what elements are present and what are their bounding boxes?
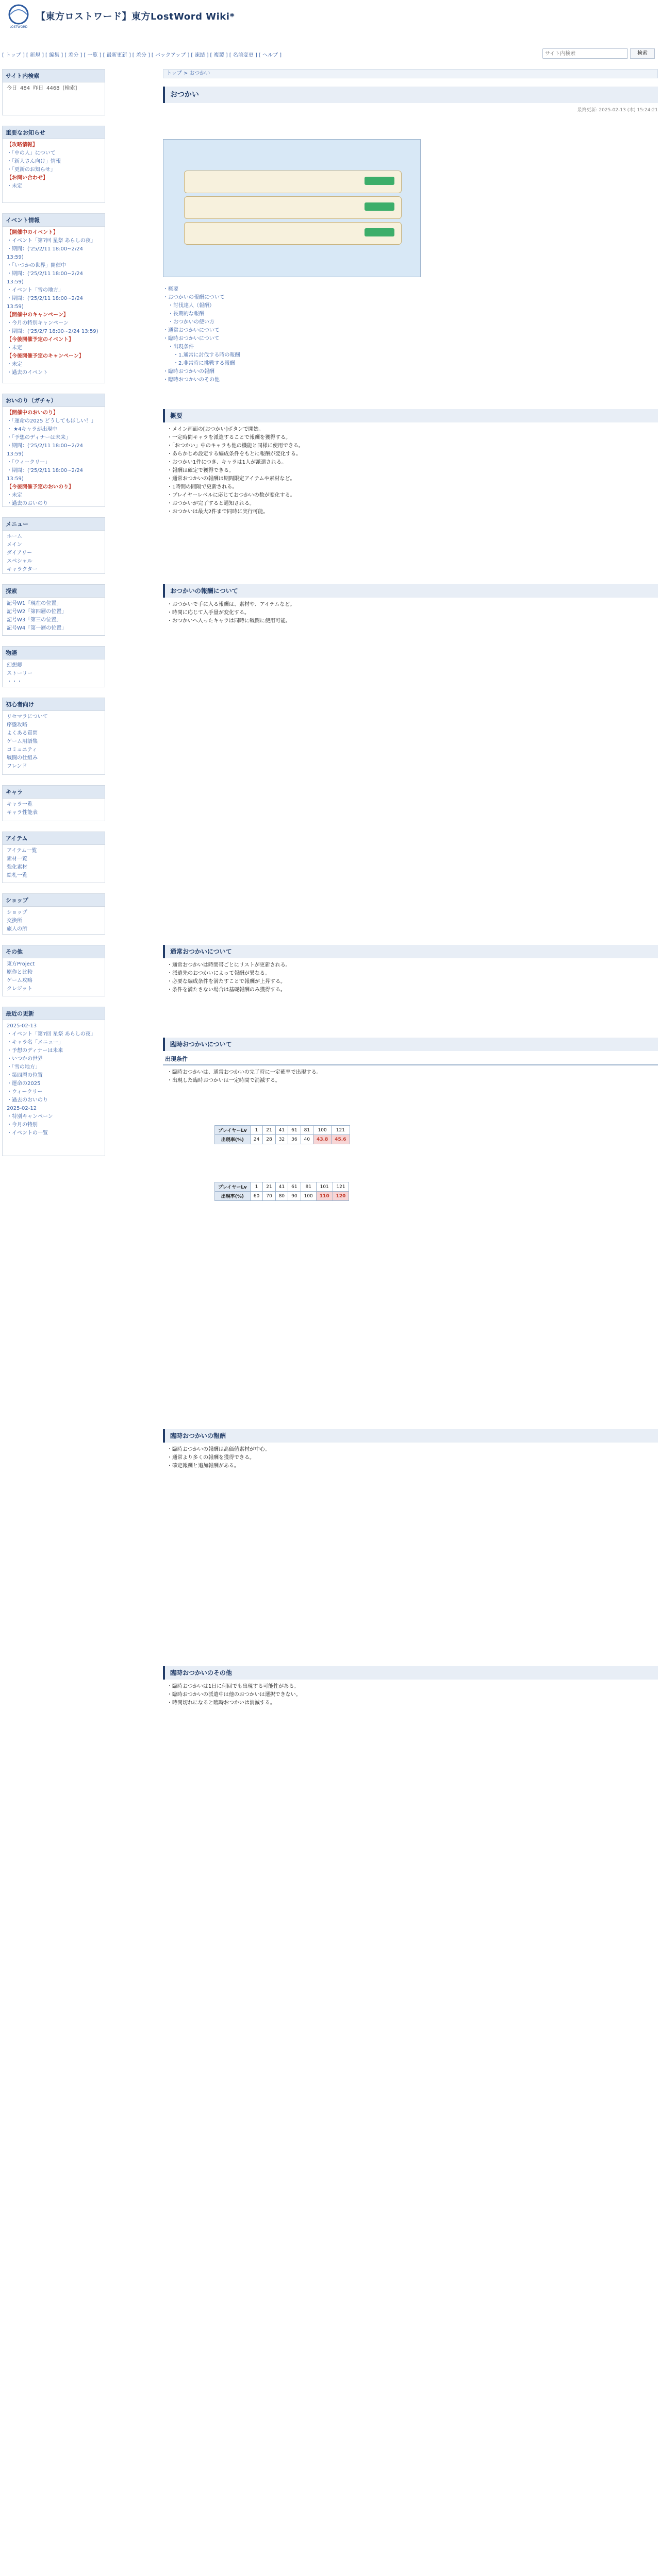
table-cell: 100 [313, 1126, 332, 1135]
table-cell: 28 [263, 1135, 275, 1144]
sidebar-link[interactable]: ・第四層の位置 [7, 1073, 43, 1078]
sidebar-body [3, 845, 105, 882]
table-row [215, 1192, 349, 1201]
toc-link[interactable]: ・おつかいの使い方 [163, 319, 214, 325]
topnav-link[interactable]: [ 最新更新 ] [103, 53, 131, 58]
section-overview: 概要 [163, 409, 658, 422]
sidebar-link[interactable]: ・ウィークリー [7, 1089, 43, 1095]
site-title[interactable]: 【東方ロストワード】東方LostWord Wiki* [36, 11, 235, 22]
text-line: ・時間に応じて入手量が変化する。 [167, 610, 250, 616]
text-line: ・おつかいは最大2件まで同時に実行可能。 [167, 509, 269, 515]
sidebar-link[interactable]: ・「いつかの世界」開催中 [7, 263, 66, 268]
topnav-link[interactable]: [ ヘルプ ] [258, 53, 282, 58]
table-cell: 32 [275, 1135, 288, 1144]
table-cell: 110 [316, 1192, 333, 1201]
sidebar-link[interactable]: ・「新人さん向け」情報 [7, 159, 61, 164]
sidebar-link[interactable]: ・未定 [7, 493, 22, 498]
sidebar-link[interactable]: ・今月の特別キャンペーン [7, 320, 69, 326]
sidebar-link[interactable]: ホーム [7, 534, 22, 539]
text-line: ・派遣先のおつかいによって報酬が異なる。 [167, 971, 270, 976]
text-line: ・おつかいで手に入る報酬は、素材や、アイテムなど。 [167, 602, 295, 607]
text-line: ・確定報酬と追加報酬がある。 [167, 1463, 239, 1469]
table-cell: 43.8 [313, 1135, 332, 1144]
sidebar-link[interactable]: よくある質問 [7, 731, 38, 736]
section-reward: おつかいの報酬について [163, 584, 658, 598]
sidebar-body [3, 711, 105, 773]
text-line: ・通常より多くの報酬を獲得できる。 [167, 1455, 255, 1461]
sidebar-link[interactable]: コミュニティ [7, 747, 37, 753]
sidebar-heading: 初心者向け [3, 698, 105, 711]
sidebar-block-recent [2, 1007, 105, 1156]
section-special-other: 臨時おつかいのその他 [163, 1666, 658, 1680]
sidebar-link[interactable]: 記号W4「第一層の位置」 [7, 625, 67, 631]
toc-link[interactable]: ・討伐達人（報酬） [163, 303, 214, 309]
text-line: ・1時間の間隔で更新される。 [167, 484, 238, 490]
sidebar-link[interactable]: ・ ★4キャラが出現中 [7, 427, 58, 432]
toc-link[interactable]: ・臨時おつかいの報酬 [163, 369, 214, 375]
text-line: ・「おつかい」中のキャラも他の機能と同様に使用できる。 [167, 443, 304, 449]
counter-today: 484 [20, 86, 30, 91]
table-cell: 36 [288, 1135, 301, 1144]
sidebar-link[interactable]: クレジット [7, 986, 32, 992]
sidebar-heading: おいのり（ガチャ） [3, 394, 105, 407]
sidebar-link[interactable]: ゲーム用語集 [7, 739, 38, 744]
sidebar-block-others [2, 945, 105, 996]
text-line: ・必要な編成条件を満たすことで報酬が上昇する。 [167, 979, 286, 985]
table-cell: 61 [288, 1182, 301, 1192]
sidebar-heading: 物語 [3, 647, 105, 659]
text-line: ・出現した臨時おつかいは一定時間で消滅する。 [167, 1078, 280, 1083]
topnav-link[interactable]: [ 凍結 ] [191, 53, 209, 58]
text-line: ・おつかい1件につき、キャラは1人が派遣される。 [167, 460, 287, 465]
overview-text [167, 426, 652, 516]
sidebar-link[interactable]: ストーリー [7, 671, 32, 676]
subsection-condition: 出現条件 [163, 1054, 658, 1065]
sidebar-link[interactable]: ・「予想のディナーは未来」 [7, 435, 71, 440]
sidebar-link[interactable]: ・「ウィークリー」 [7, 460, 51, 465]
rate-table-1 [214, 1125, 350, 1144]
table-cell: 1 [250, 1126, 262, 1135]
topnav-link[interactable]: [ 複製 ] [210, 53, 228, 58]
sidebar-link[interactable]: 2025-02-12 [7, 1106, 37, 1111]
breadcrumb[interactable]: トップ > おつかい [163, 69, 658, 78]
table-cell: 40 [301, 1135, 313, 1144]
counter-extra: [検索] [62, 86, 77, 91]
last-updated: 最終更新: 2025-02-13 (木) 15:24:21 [577, 108, 658, 113]
text-line: ・おつかいが完了すると通知される。 [167, 501, 255, 506]
sidebar-heading: メニュー [3, 518, 105, 531]
table-cell: 61 [288, 1126, 301, 1135]
sidebar-link[interactable]: 2025-02-13 [7, 1023, 37, 1029]
text-line: ・臨時おつかいは、通常おつかいの完了時に一定確率で出現する。 [167, 1070, 322, 1075]
sidebar-body [3, 82, 105, 95]
normal-text [167, 961, 652, 994]
table-cell: 70 [263, 1192, 275, 1201]
sidebar-link[interactable]: キャラクター [7, 567, 38, 572]
sidebar-block-shop [2, 893, 105, 935]
sidebar-link[interactable]: 記号W2「第四層の位置」 [7, 609, 67, 615]
table-cell: 45.6 [332, 1135, 350, 1144]
table-cell: 90 [288, 1192, 301, 1201]
sidebar-body [3, 598, 105, 635]
toc-link[interactable]: ・おつかいの報酬について [163, 295, 225, 300]
sidebar-block-beginner [2, 698, 105, 775]
search-input[interactable] [542, 48, 628, 59]
sidebar-link[interactable]: 絵札一覧 [7, 873, 27, 878]
sidebar-heading: キャラ [3, 786, 105, 799]
toc-link[interactable]: ・1.通常に討伐する時の報酬 [163, 352, 240, 358]
special-reward-text [167, 1446, 652, 1470]
sidebar-link[interactable]: ・期間：('25/2/11 18:00~2/24 13:59) [7, 271, 84, 285]
sidebar-heading: ショップ [3, 894, 105, 907]
sidebar-link[interactable]: ショップ [7, 910, 27, 916]
table-cell: 出現率(%) [215, 1135, 251, 1144]
table-cell: 80 [275, 1192, 288, 1201]
sidebar-section-label: 【攻略情報】 [7, 142, 38, 148]
text-line: ・プレイヤーレベルに応じておつかいの数が変化する。 [167, 493, 295, 498]
sidebar-link[interactable]: 序盤攻略 [7, 722, 27, 728]
topnav-link[interactable]: [ 新規 ] [26, 53, 44, 58]
sidebar-link[interactable]: 記号W3「第三の位置」 [7, 617, 62, 623]
sidebar-body [3, 227, 105, 379]
sidebar-section-label: 【今後開催予定のおいのり】 [7, 484, 74, 490]
table-row [215, 1182, 349, 1192]
sidebar-body [3, 907, 105, 936]
table-cell: 101 [316, 1182, 333, 1192]
sidebar-heading: アイテム [3, 832, 105, 845]
sidebar-link[interactable]: ・過去のイベント [7, 370, 48, 376]
sidebar-link[interactable]: 原作と比較 [7, 970, 32, 975]
text-line: ・メイン画面の[おつかい]ボタンで開始。 [167, 427, 264, 432]
sidebar-link[interactable]: ・期間：('25/2/11 18:00~2/24 13:59) [7, 468, 84, 482]
sidebar-heading: 最近の更新 [3, 1007, 105, 1020]
site-header [0, 0, 662, 66]
sidebar-section-label: 【開催中のおいのり】 [7, 410, 58, 416]
table-cell: 100 [301, 1192, 316, 1201]
text-line: ・臨時おつかいは1日に何回でも出現する可能性がある。 [167, 1684, 300, 1689]
table-cell: 121 [333, 1182, 349, 1192]
topnav-link[interactable]: [ 編集 ] [45, 53, 63, 58]
sidebar-link[interactable]: ・「中の人」について [7, 150, 56, 156]
table-cell: 81 [301, 1126, 313, 1135]
topnav-link[interactable]: [ トップ ] [2, 53, 25, 58]
table-cell: 21 [263, 1126, 275, 1135]
text-line: ・時間切れになると臨時おつかいは消滅する。 [167, 1700, 275, 1706]
sidebar-link[interactable]: 旅人の所 [7, 926, 27, 932]
sidebar-link[interactable]: ・イベントの一覧 [7, 1130, 48, 1136]
sidebar-link[interactable]: ・未定 [7, 345, 22, 351]
table-cell: 21 [263, 1182, 275, 1192]
sidebar-link[interactable]: キャラ一覧 [7, 802, 32, 807]
sidebar-section-label: 【今後開催予定のキャンペーン】 [7, 353, 84, 359]
sidebar-link[interactable]: ・イベント「第7回 星祭 あらしの夜」 [7, 238, 96, 244]
text-line: ・おつかいへ入ったキャラは同時に戦闘に使用可能。 [167, 618, 291, 624]
sidebar-link[interactable]: ダイアリー [7, 550, 32, 556]
sidebar-link[interactable]: ・・・ [7, 679, 22, 685]
text-line: ・条件を満たさない場合は基礎報酬のみ獲得する。 [167, 987, 286, 993]
sidebar-body [3, 659, 105, 688]
toc-link[interactable]: ・長期的な報酬 [163, 311, 204, 317]
rate-table-2 [214, 1182, 349, 1201]
sidebar-link[interactable]: ・期間：('25/2/11 18:00~2/24 13:59) [7, 246, 84, 260]
top-navigation [2, 50, 518, 58]
site-logo[interactable] [4, 3, 33, 30]
table-row [215, 1126, 350, 1135]
sidebar-body [3, 531, 105, 576]
sidebar-link[interactable]: ・予想のディナーは未来 [7, 1048, 63, 1054]
sidebar-block-quests [2, 584, 105, 636]
sidebar-link[interactable]: ・期間：('25/2/11 18:00~2/24 13:59) [7, 296, 84, 310]
sidebar-link[interactable]: ・未定 [7, 362, 22, 367]
main-content [163, 69, 658, 2576]
sidebar-block-chars [2, 785, 105, 821]
sidebar-block-important [2, 126, 105, 203]
sidebar [2, 69, 105, 2362]
sidebar-link[interactable]: 戦闘の仕組み [7, 755, 38, 761]
text-line: ・臨時おつかいの派遣中は他のおつかいは選択できない。 [167, 1692, 301, 1698]
sidebar-link[interactable]: ゲーム攻略 [7, 978, 32, 984]
text-line: ・一定時間キャラを派遣することで報酬を獲得する。 [167, 435, 291, 440]
sidebar-body [3, 799, 105, 819]
text-line: ・通常おつかいは時間帯ごとにリストが更新される。 [167, 962, 291, 968]
sidebar-link[interactable]: ・運命の2025 [7, 1081, 41, 1087]
sidebar-link[interactable]: ・期間：('25/2/11 18:00~2/24 13:59) [7, 443, 84, 457]
table-cell: 81 [301, 1182, 316, 1192]
game-screenshot [163, 139, 421, 277]
sidebar-body [3, 958, 105, 995]
table-cell: 出現率(%) [215, 1192, 251, 1201]
sidebar-link[interactable]: キャラ性能表 [7, 810, 38, 816]
text-line: ・あらかじめ設定する編成条件をもとに報酬が変化する。 [167, 451, 301, 457]
table-cell: 120 [333, 1192, 349, 1201]
table-cell: 41 [275, 1182, 288, 1192]
sidebar-link[interactable]: スペシャル [7, 558, 32, 564]
text-line: ・通常おつかいの報酬は期間限定アイテムや素材など。 [167, 476, 295, 482]
sidebar-link[interactable]: ・「雪の地方」 [7, 1064, 40, 1070]
sidebar-link[interactable]: ・過去のおいのり [7, 501, 48, 506]
sidebar-link[interactable]: フレンド [7, 764, 27, 769]
table-cell: 121 [332, 1126, 350, 1135]
search-button[interactable]: 検索 [630, 48, 655, 59]
section-special-reward: 臨時おつかいの報酬 [163, 1429, 658, 1443]
sidebar-section-label: 【今後開催予定のイベント】 [7, 337, 74, 343]
table-cell: 41 [275, 1126, 288, 1135]
table-cell: プレイヤーLv [215, 1126, 251, 1135]
sidebar-heading: イベント情報 [3, 214, 105, 227]
reward-text [167, 601, 652, 625]
sidebar-link[interactable]: リセマラについて [7, 714, 48, 720]
sidebar-section-label: 【開催中のイベント】 [7, 230, 58, 235]
sidebar-link[interactable]: 幻想郷 [7, 663, 22, 668]
sidebar-block-items [2, 832, 105, 883]
sidebar-body [3, 139, 105, 193]
sidebar-link[interactable]: ・「更新のお知らせ」 [7, 167, 56, 173]
topnav-link[interactable]: [ 差分 ] [64, 53, 82, 58]
sidebar-link[interactable]: ・今月の特別 [7, 1122, 38, 1128]
text-line: ・臨時おつかいの報酬は高価値素材が中心。 [167, 1447, 270, 1452]
counter-total-label: 昨日 [33, 86, 44, 91]
table-cell: 1 [250, 1182, 262, 1192]
sidebar-link[interactable]: 強化素材 [7, 865, 27, 870]
sidebar-link[interactable]: ・イベント「第7回 星祭 あらしの夜」 [7, 1031, 96, 1037]
sidebar-block-story [2, 646, 105, 687]
sidebar-link[interactable]: ・「運命の2025 どうしてもほしい！」 [7, 418, 96, 424]
topnav-link[interactable]: [ 名前変更 ] [229, 53, 257, 58]
sidebar-link[interactable]: ・キャラ名「メニュー」 [7, 1040, 63, 1045]
sidebar-link[interactable]: 記号W1「現在の位置」 [7, 601, 62, 606]
toc-link[interactable]: ・臨時おつかいについて [163, 336, 220, 342]
sidebar-block-events [2, 213, 105, 383]
toc-link[interactable]: ・通常おつかいについて [163, 328, 220, 333]
sidebar-heading: 探索 [3, 585, 105, 598]
sidebar-link[interactable]: ・未定 [7, 183, 22, 189]
table-of-contents [163, 285, 658, 384]
toc-link[interactable]: ・2.非常時に挑戦する報酬 [163, 361, 235, 366]
sidebar-link[interactable]: ・イベント「雪の地方」 [7, 287, 63, 293]
toc-link[interactable]: ・出現条件 [163, 344, 194, 350]
sidebar-section-label: 【お問い合わせ】 [7, 175, 48, 181]
sidebar-link[interactable]: ・過去のおいのり [7, 1097, 48, 1103]
counter-today-label: 今日 [7, 86, 17, 91]
sidebar-heading: サイト内検索 [3, 70, 105, 82]
special-text [167, 1069, 652, 1085]
sidebar-link[interactable]: メイン [7, 542, 22, 548]
sidebar-link[interactable]: アイテム一覧 [7, 848, 37, 854]
topnav-link[interactable]: [ 差分 ] [132, 53, 150, 58]
special-other-text [167, 1683, 652, 1707]
sidebar-block-gacha [2, 394, 105, 507]
sidebar-body [3, 407, 105, 510]
sidebar-link[interactable]: 交換所 [7, 918, 22, 924]
sidebar-heading: その他 [3, 945, 105, 958]
table-cell: プレイヤーLv [215, 1182, 251, 1192]
sidebar-link[interactable]: ・期間：('25/2/7 18:00~2/24 13:59) [7, 329, 98, 334]
sidebar-body [3, 1020, 105, 1140]
topnav-link[interactable]: [ バックアップ ] [151, 53, 190, 58]
toc-link[interactable]: ・臨時おつかいのその他 [163, 377, 220, 383]
sidebar-section-label: 【開催中のキャンペーン】 [7, 312, 69, 318]
table-cell: 60 [250, 1192, 262, 1201]
counter-total: 4468 [46, 86, 60, 91]
sidebar-link[interactable]: 東方Project [7, 961, 35, 967]
sidebar-heading: 重要なお知らせ [3, 126, 105, 139]
section-special: 臨時おつかいについて [163, 1038, 658, 1051]
sidebar-block-counter [2, 69, 105, 115]
page-title: おつかい [163, 87, 658, 103]
toc-link[interactable]: ・概要 [163, 286, 178, 292]
svg-text:LOSTWORD: LOSTWORD [9, 25, 28, 29]
sidebar-link[interactable]: 素材一覧 [7, 856, 27, 862]
section-normal: 通常おつかいについて [163, 945, 658, 958]
table-cell: 24 [250, 1135, 262, 1144]
sidebar-link[interactable]: ・いつかの世界 [7, 1056, 43, 1062]
topnav-link[interactable]: [ 一覧 ] [84, 53, 102, 58]
text-line: ・報酬は確定で獲得できる。 [167, 468, 234, 473]
table-row [215, 1135, 350, 1144]
sidebar-block-menu [2, 517, 105, 574]
sidebar-link[interactable]: ・特別キャンペーン [7, 1114, 53, 1120]
